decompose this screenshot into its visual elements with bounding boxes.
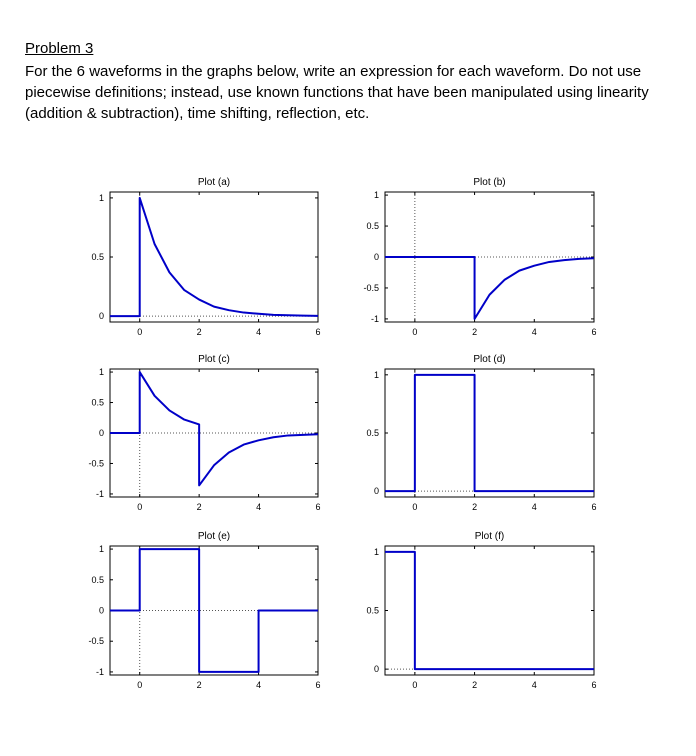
x-tick-label: 4	[256, 502, 262, 512]
series-line-c	[110, 372, 318, 485]
plot-c	[88, 354, 320, 512]
plot-title: Plot (a)	[197, 177, 231, 188]
problem-title: Problem 3	[25, 40, 94, 57]
series-line-a	[110, 198, 318, 316]
plot-f	[366, 531, 596, 690]
y-tick-label: 0.5	[366, 605, 379, 616]
plot-title: Plot (c)	[198, 354, 230, 365]
x-tick-label: 6	[315, 680, 321, 690]
y-tick-label: 0	[98, 311, 104, 322]
y-tick-label: -1	[95, 666, 104, 677]
x-tick-label: 2	[196, 502, 202, 512]
y-tick-label: -0.5	[363, 282, 379, 293]
y-tick-label: -0.5	[88, 636, 104, 647]
x-tick-label: 0	[137, 327, 143, 337]
y-tick-label: 0.5	[366, 221, 379, 232]
x-tick-label: 4	[256, 327, 262, 337]
y-tick-label: 0	[373, 664, 379, 675]
x-tick-label: 6	[591, 502, 597, 512]
y-tick-label: 1	[373, 369, 379, 380]
y-tick-label: 0.5	[366, 428, 379, 438]
y-tick-label: 0	[373, 486, 379, 497]
x-tick-label: 4	[256, 680, 262, 690]
y-tick-label: 0.5	[91, 397, 104, 408]
x-tick-label: 2	[472, 680, 478, 690]
x-tick-label: 6	[315, 502, 321, 512]
y-tick-label: 0	[373, 252, 379, 262]
axes-box	[385, 546, 594, 675]
y-tick-label: 1	[373, 190, 379, 201]
x-tick-label: 0	[137, 680, 143, 690]
y-tick-label: 1	[98, 192, 104, 203]
problem-statement: For the 6 waveforms in the graphs below, write an expression for each waveform. Do not use piecewise definitions; instead, use known functions that have been manipulated using linearity (addition & subtraction), time shifting, reflection, etc.	[25, 63, 649, 122]
series-line-e	[110, 549, 318, 672]
axes-box	[110, 192, 318, 322]
x-tick-label: 0	[137, 502, 143, 512]
x-tick-label: 4	[531, 680, 537, 690]
y-tick-label: -1	[370, 313, 379, 324]
y-tick-label: -1	[95, 488, 104, 499]
y-tick-label: 1	[98, 544, 104, 555]
x-tick-label: 6	[591, 327, 597, 337]
series-line-f	[385, 552, 594, 669]
plot-d	[366, 354, 596, 512]
series-line-b	[385, 257, 594, 319]
plot-title: Plot (d)	[473, 354, 506, 365]
x-tick-label: 0	[412, 680, 418, 690]
plot-e	[88, 531, 320, 690]
x-tick-label: 2	[196, 680, 202, 690]
y-tick-label: 0	[98, 605, 104, 616]
y-tick-label: 0	[98, 428, 104, 438]
plot-a	[91, 177, 320, 337]
x-tick-label: 0	[412, 502, 418, 512]
x-tick-label: 6	[315, 327, 321, 337]
x-tick-label: 4	[531, 502, 537, 512]
x-tick-label: 0	[412, 327, 418, 337]
plot-title: Plot (f)	[474, 531, 505, 542]
y-tick-label: 1	[98, 367, 104, 378]
y-tick-label: 1	[373, 546, 379, 557]
series-line-d	[385, 375, 594, 491]
axes-box	[385, 369, 594, 497]
x-tick-label: 4	[531, 327, 537, 337]
y-tick-label: 0.5	[91, 574, 104, 585]
x-tick-label: 2	[472, 502, 478, 512]
plot-title: Plot (e)	[197, 531, 231, 542]
y-tick-label: 0.5	[91, 252, 104, 262]
plot-title: Plot (b)	[473, 177, 506, 188]
y-tick-label: -0.5	[88, 458, 104, 469]
x-tick-label: 2	[196, 327, 202, 337]
axes-box	[110, 369, 318, 497]
x-tick-label: 2	[472, 327, 478, 337]
x-tick-label: 6	[591, 680, 597, 690]
plot-b	[363, 177, 596, 337]
